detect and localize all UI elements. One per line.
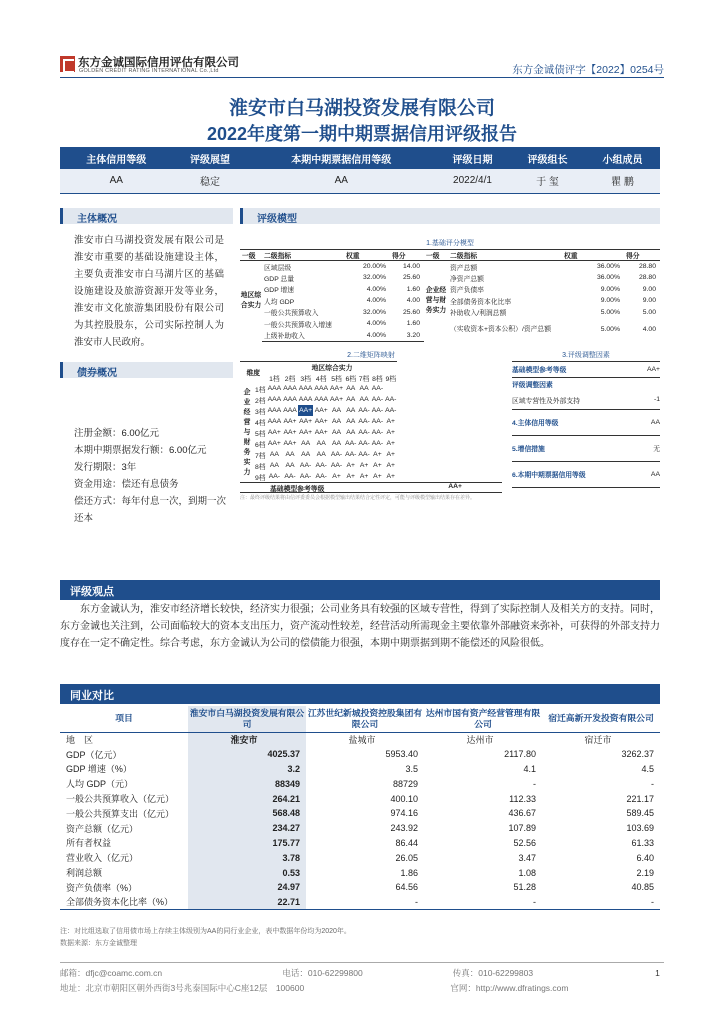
peer-note: 注：对比组选取了信用债市场上存续主体级别为AA的同行业企业，表中数据年份均为2020年。 [60,928,351,935]
peer-header: 江苏世纪新城投资控股集团有限公司 [306,706,424,732]
model-header: 二级指标 [262,250,344,261]
matrix-cell: AA [359,385,369,392]
peer-cell: 107.89 [508,823,536,834]
model-header: 权重 [562,250,624,261]
matrix-cell: AA+ [330,396,344,403]
matrix-cell: AA- [345,451,357,458]
matrix-cell: AA- [330,451,343,458]
peer-cell: 243.92 [390,823,418,834]
indicator-name: 补助收入/利润总额 [450,310,507,318]
matrix-cell: AA- [345,440,357,447]
peer-row-label: 利润总额 [66,868,103,879]
peer-cell: 221.17 [626,793,654,804]
peer-row-label: 一般公共预算收入（亿元） [66,794,175,805]
matrix-cell: AA+ [314,418,328,425]
peer-cell: 52.56 [513,837,536,848]
matrix-cell: AA [359,396,369,403]
peer-row-label: GDP（亿元） [66,749,122,760]
matrix-cell: A+ [332,473,341,480]
peer-cell: 61.33 [631,837,654,848]
indicator-name: GDP 增速 [264,287,295,295]
peer-cell: 3262.37 [621,749,654,760]
matrix-cell: AA [332,407,342,414]
adj-s4-label: 4.主体信用等级 [512,409,638,435]
profile-section-title: 主体概况 [60,208,233,224]
matrix-cell: A+ [359,462,369,469]
matrix-cell: AAA [283,396,297,403]
peer-cell: 淮安市 [188,732,306,747]
peer-cell: 6.40 [636,852,654,863]
peer-cell: - [542,895,660,910]
page-number: 1 [655,968,660,978]
matrix-cell: AA [301,451,311,458]
matrix-cell: AA- [315,473,327,480]
peer-cell: 175.77 [188,836,306,851]
summary-header: 评级日期 [435,147,510,169]
indicator-score: 25.60 [402,308,420,316]
matrix-cell: AA+ [299,407,313,414]
indicator-name: 资产负债率 [450,287,484,295]
matrix-col-head: 2档 [284,375,296,383]
indicator-name: 一般公共预算收入增速 [264,321,332,329]
matrix-note: 注：最终评级结果将由信评委委员会根据模型输出结果结合定性评定，可能与评级模型输出结果存在差异。 [240,495,476,501]
matrix-cell: AA [285,462,295,469]
matrix-cell: AAA [267,385,282,392]
footer-website[interactable]: 官网：http://www.dfratings.com [450,983,569,993]
company-name-en: GOLDEN CREDIT RATING INTERNATIONAL Co.,Ltd [79,68,219,74]
bond-line: 发行期限：3年 [74,462,137,473]
matrix-col-head: 5档 [331,375,342,383]
model-header: 权重 [344,250,390,261]
peer-header: 淮安市白马湖投资发展有限公司 [188,706,306,732]
matrix-row-head: 3档 [255,408,266,416]
indicator-weight: 9.00% [600,285,620,293]
matrix-col-head: 3档 [300,375,311,383]
matrix-base-row [240,482,502,493]
matrix-cell: A+ [373,451,382,458]
company-logo-icon [60,56,75,72]
peer-cell: - [651,778,654,789]
peer-row-label: 一般公共预算支出（亿元） [66,808,175,819]
summary-header: 评级展望 [173,147,248,169]
matrix-cell: AA+ [299,418,313,425]
matrix-row-head: 5档 [255,430,266,438]
peer-cell: 1.08 [518,867,536,878]
indicator-score: 9.00 [642,297,656,305]
bond-line: 注册金额：6.00亿元 [74,428,159,439]
company-name-cn: 东方金诚国际信用评估有限公司 [78,57,239,69]
indicator-score: 4.00 [406,297,420,305]
matrix-cell: AA [346,418,356,425]
peer-row-label: 资产总额（亿元） [66,823,139,834]
matrix-cell: AA- [358,407,370,414]
peer-cell: 4.1 [523,763,536,774]
matrix-cell: A+ [386,440,396,447]
indicator-weight: 5.00% [600,326,620,333]
peer-cell: 24.97 [188,880,306,895]
matrix-dimension-label: 维度 [240,361,267,383]
rating-summary-table [60,147,660,194]
matrix-row-group: 企业经营与财务实力 [243,388,251,476]
indicator-weight: 4.00% [366,285,386,293]
indicator-name: 上级补助收入 [262,330,344,342]
matrix-cell: A+ [359,473,369,480]
matrix-cell: AA- [371,418,384,425]
matrix-cell: AA- [358,440,370,447]
summary-header: 本期中期票据信用等级 [248,147,436,169]
peer-section-title: 同业对比 [60,684,660,704]
indicator-score: 5.00 [642,308,656,316]
indicator-score: 25.60 [402,274,420,282]
matrix-cell: AA- [268,473,281,480]
page-footer [60,962,664,996]
rating-matrix [240,361,397,483]
matrix-cell: AA- [358,429,370,436]
matrix-cell: AA [346,429,356,436]
peer-cell: 112.33 [509,793,536,804]
model-header: 二级指标 [448,250,562,261]
footer-email: 邮箱：dfjc@coamc.com.cn [60,968,163,978]
matrix-col-head: 9档 [385,375,397,383]
matrix-cell: AAA [314,396,329,403]
adj-s5-label: 5.增信措施 [512,435,638,461]
matrix-cell: A+ [386,473,396,480]
matrix-cell: AA [316,440,326,447]
model-header: 一级 [240,250,262,261]
peer-cell: 88349 [188,776,306,791]
peer-cell: 51.28 [513,882,536,893]
indicator-score: 9.00 [642,285,656,293]
peer-comparison-table [60,706,660,910]
indicator-weight: 32.00% [362,274,386,282]
profile-text: 淮安市白马湖投资发展有限公司是淮安市重要的基础设施建设主体，主要负责淮安市白马湖片区的基础设施建设及旅游资源开发等业务，淮安市文化旅游集团股份有限公司为其控股股东，公司实际控制人为淮安市人民政府。 [74,235,224,348]
matrix-cell: AA+ [299,429,313,436]
rating-outlook: 稳定 [173,169,248,193]
matrix-cell: A+ [346,473,355,480]
matrix-cell: AAA [267,418,282,425]
adj-s4-value: AA [638,409,660,435]
peer-cell: 40.85 [631,882,654,893]
right-group-label: 企业经营与财务实力 [425,287,447,314]
matrix-row-head: 7档 [255,452,266,460]
matrix-region-label: 地区综合实力 [267,361,398,372]
peer-cell: - [533,778,536,789]
peer-cell: 88729 [392,778,418,789]
indicator-name: 区域层级 [264,264,292,272]
model-header: 一级 [424,250,448,261]
indicator-score: 28.80 [638,274,656,282]
indicator-score: 1.60 [406,320,420,328]
matrix-cell: AA- [371,385,384,392]
matrix-cell: AA- [385,407,397,414]
peer-cell: 3.78 [188,850,306,865]
matrix-row-head: 8档 [255,463,266,471]
matrix-cell: AA- [315,462,327,469]
matrix-cell: AA [332,418,342,425]
indicator-weight: 32.00% [362,308,386,316]
matrix-cell: AAA [267,396,282,403]
peer-row-label: 营业收入（亿元） [66,853,139,864]
matrix-base-label: 基础模型参考等级 [270,486,325,493]
peer-cell: 盐城市 [348,735,376,746]
peer-cell: 264.21 [188,791,306,806]
base-score-caption: 1.基础评分模型 [426,240,474,247]
matrix-cell: AA- [330,462,343,469]
peer-cell: 3.2 [188,762,306,777]
matrix-cell: AA [269,462,279,469]
footer-phone: 电话：010-62299800 [282,968,363,978]
matrix-cell: AAA [314,385,329,392]
matrix-cell: A+ [386,462,396,469]
indicator-name: 资产总额 [450,264,478,272]
indicator-weight: 4.00% [366,320,386,328]
adjustment-caption: 3.评级调整因素 [562,351,610,359]
report-title-issuer: 淮安市白马湖投资发展有限公司 [228,98,495,119]
peer-row-label: 所有者权益 [66,838,112,849]
peer-cell: 宿迁市 [584,735,612,746]
peer-cell: 64.56 [395,882,418,893]
matrix-cell: AAA [283,385,297,392]
matrix-cell: AAA [267,407,282,414]
summary-header: 小组成员 [585,147,660,169]
summary-header: 评级组长 [510,147,585,169]
peer-header: 宿迁高新开发投资有限公司 [542,706,660,732]
matrix-col-head: 1档 [269,375,280,383]
peer-cell: 103.69 [626,823,654,834]
matrix-cell: A+ [386,451,396,458]
peer-cell: - [306,895,424,910]
matrix-cell [384,383,397,394]
indicator-score: 3.20 [390,330,424,342]
peer-row-label: 人均 GDP（元） [66,779,134,790]
peer-row-label: 地 区 [66,735,94,746]
matrix-row-head: 6档 [255,441,266,449]
model-header: 得分 [624,250,660,261]
matrix-cell: AA [285,451,295,458]
model-header: 得分 [390,250,424,261]
peer-row-label: 资产负债率（%） [66,882,138,893]
matrix-cell: A+ [346,462,355,469]
indicator-score: 4.00 [642,326,656,333]
indicator-weight: 36.00% [596,263,620,270]
indicator-weight: 5.00% [600,308,620,316]
indicator-weight: 36.00% [596,274,620,282]
adjustment-block [512,350,660,502]
matrix-cell: AA- [385,396,397,403]
matrix-cell: AA+ [314,407,328,414]
issuer-rating: AA [60,169,173,193]
matrix-cell: AAA [298,385,313,392]
matrix-cell: AA [346,385,356,392]
matrix-cell: AAA [283,407,297,414]
adj-s5-value: 无 [638,435,660,461]
adj-factor-label: 区域专营性及外部支持 [512,397,580,405]
bond-line: 本期中期票据发行额：6.00亿元 [74,445,207,456]
matrix-cell: AA [346,396,356,403]
peer-cell: 2.19 [636,867,654,878]
matrix-cell: AA [332,440,342,447]
indicator-name: 净资产总额 [450,275,484,283]
matrix-cell: A+ [373,473,382,480]
indicator-score: 28.80 [638,263,656,270]
peer-row-label: GDP 增速（%） [66,764,132,775]
indicator-name: GDP 总量 [264,275,295,283]
bond-line: 资金用途：偿还有息债务 [74,479,179,490]
indicator-name: 全部债务资本化比率 [450,298,512,306]
adj-s6-label: 6.本期中期票据信用等级 [512,461,638,487]
peer-source: 数据来源：东方金诚整理 [60,940,137,947]
matrix-col-head: 6档 [345,375,357,383]
peer-cell: 3.5 [405,763,418,774]
team-leader: 于 玺 [510,169,585,193]
peer-header: 达州市国有资产经营管理有限公司 [424,706,542,732]
adj-ref-label: 基础模型参考等级 [512,361,638,377]
peer-cell: 234.27 [188,821,306,836]
matrix-cell: AA+ [283,418,297,425]
rating-model [240,226,660,501]
matrix-cell: AA- [299,462,312,469]
footer-address: 地址：北京市朝阳区朝外西街3号兆泰国际中心C座12层 100600 [60,983,305,993]
peer-cell: 400.10 [390,793,418,804]
matrix-cell: AA- [371,440,384,447]
adj-ref-value: AA+ [638,361,660,377]
adjustment-table [512,361,660,488]
left-group-label: 地区综合实力 [240,292,262,309]
matrix-caption: 2.二维矩阵映射 [347,351,395,359]
peer-cell: 86.44 [395,837,418,848]
matrix-cell: AA+ [267,440,281,447]
matrix-cell: AA [301,440,311,447]
peer-cell: 3.47 [518,852,536,863]
matrix-cell: AA [316,451,326,458]
peer-cell: 1.86 [400,867,418,878]
report-title: 2022年度第一期中期票据信用评级报告 [206,124,518,144]
matrix-cell: AA- [358,418,370,425]
matrix-cell: AA+ [267,429,281,436]
footer-fax: 传真：010-62299803 [452,968,534,978]
adj-factor-value: -1 [653,396,660,404]
base-score-table [240,249,660,342]
matrix-row-head: 1档 [255,386,266,394]
matrix-cell: AA [346,407,356,414]
matrix-col-head: 7档 [358,375,370,383]
matrix-cell: A+ [386,418,396,425]
opinion-text: 东方金诚认为，淮安市经济增长较快，经济实力很强；公司业务具有较强的区域专营性，得到了实际控制人及相关方的支持。同时，东方金诚也关注到，公司面临较大的资本支出压力，资产流动性较差，经营活动所需现金主要依靠外部融资来弥补，可获得的外部支持力度存在一定不确定性。综合考虑，东方金诚认为公司的偿债能力很强，本期中期票据到期不能偿还的风险很低。 [60,604,660,649]
peer-cell: 0.53 [188,865,306,880]
indicator-weight: 9.00% [600,297,620,305]
matrix-cell: AA- [299,473,312,480]
indicator-weight: 20.00% [362,263,386,270]
matrix-cell: A+ [373,462,382,469]
peer-cell: 974.16 [390,808,418,819]
peer-cell: 4025.37 [188,747,306,762]
peer-cell: 436.67 [508,808,536,819]
indicator-weight: 4.00% [366,297,386,305]
matrix-cell: A+ [386,429,396,436]
peer-cell: 589.45 [626,808,654,819]
matrix-cell: AA+ [283,440,297,447]
matrix-base-value: AA+ [448,483,462,490]
adj-s6-value: AA [638,461,660,487]
rating-date: 2022/4/1 [435,169,510,193]
peer-cell: 5953.40 [385,749,418,760]
matrix-cell: AA [269,451,279,458]
bond-overview [74,425,230,527]
matrix-cell: AA- [358,451,370,458]
matrix-cell: AA+ [283,429,297,436]
peer-cell: 26.05 [395,852,418,863]
note-rating: AA [248,169,436,193]
bond-line: 偿还方式：每年付息一次，到期一次还本 [74,496,227,524]
page-header [60,52,664,78]
matrix-row-head: 4档 [255,419,266,427]
matrix-cell: AAA [298,396,313,403]
report-code: 东方金诚债评字【2022】0254号 [512,64,664,76]
peer-cell: 达州市 [466,735,494,746]
matrix-cell: AA [332,429,342,436]
adj-factors-title: 评级调整因素 [512,382,553,390]
model-section-title: 评级模型 [240,208,660,224]
matrix-cell: AA+ [314,429,328,436]
indicator-name: （实收资本+资本公积）/资产总额 [450,325,552,333]
matrix-cell: AA- [371,396,384,403]
indicator-weight: 4.00% [344,330,390,342]
peer-cell: 568.48 [188,806,306,821]
matrix-block [240,350,502,502]
opinion-section-title: 评级观点 [60,580,660,600]
indicator-name: 一般公共预算收入 [264,310,319,318]
bond-section-title: 债券概况 [60,362,233,378]
peer-cell: - [424,895,542,910]
team-members: 瞿 鹏 [585,169,660,193]
peer-cell: 22.71 [188,895,306,910]
matrix-cell: AA- [284,473,296,480]
indicator-name: 人均 GDP [264,298,295,306]
peer-cell: 4.5 [641,763,654,774]
matrix-row-head: 2档 [255,397,266,405]
matrix-col-head: 4档 [315,375,327,383]
matrix-col-head: 8档 [372,375,383,383]
matrix-cell: AA- [371,407,384,414]
peer-cell: 2117.80 [504,749,536,760]
matrix-cell: AA+ [330,385,344,392]
matrix-row-head: 9档 [255,474,266,482]
indicator-score: 1.60 [406,285,420,293]
peer-header: 项目 [60,706,188,732]
peer-row-label: 全部债务资本化比率（%） [60,895,188,910]
indicator-score: 14.00 [402,263,420,270]
summary-header: 主体信用等级 [60,147,173,169]
matrix-cell: AA- [371,429,384,436]
